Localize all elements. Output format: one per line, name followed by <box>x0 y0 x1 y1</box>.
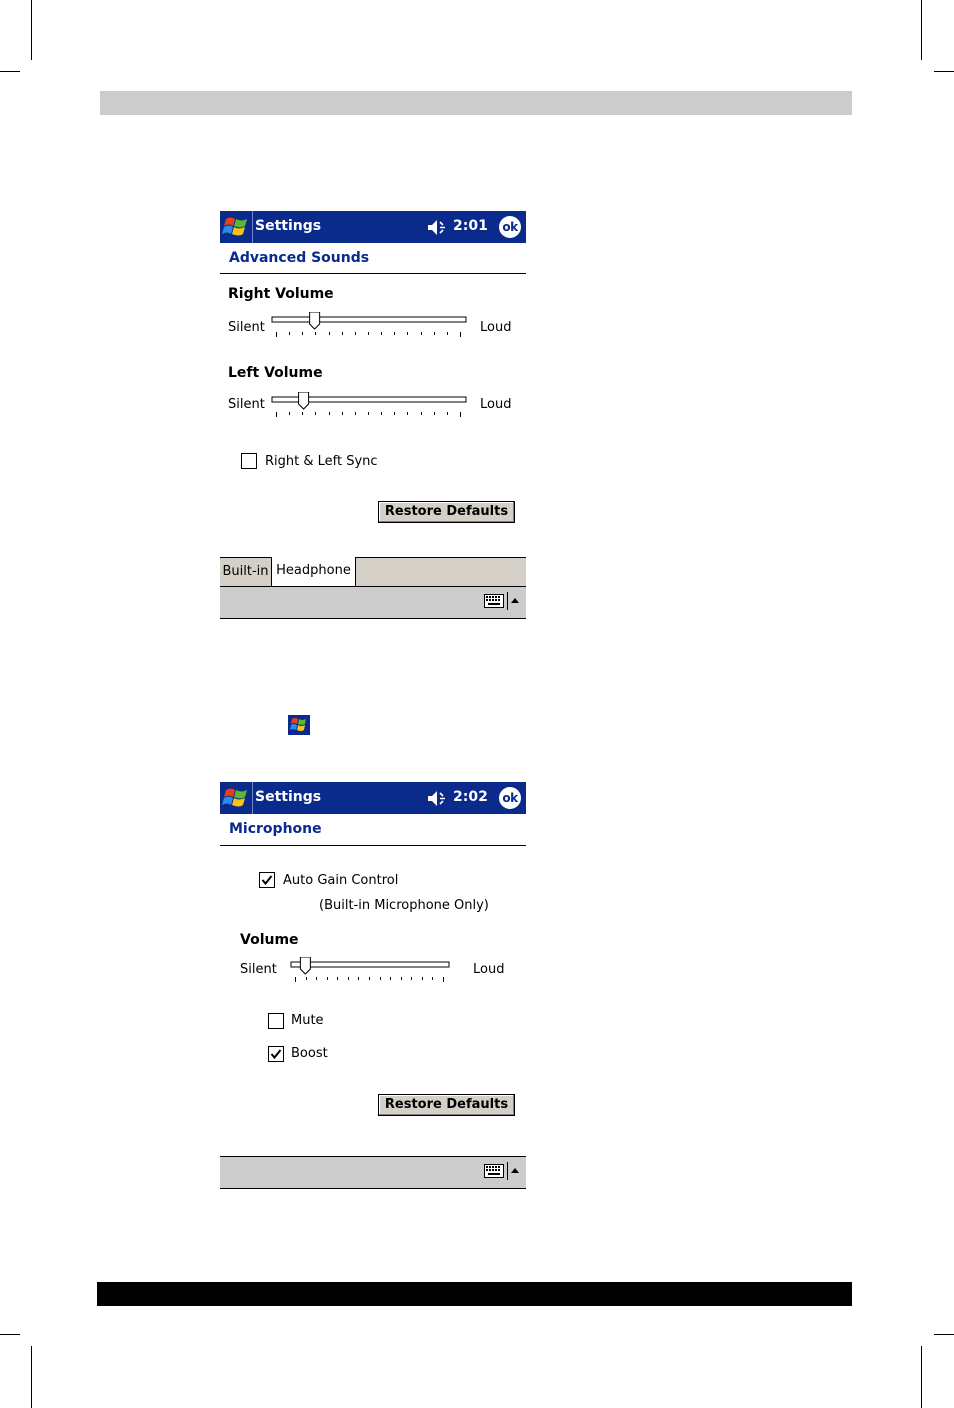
section-divider <box>220 845 526 846</box>
speaker-muted-icon[interactable] <box>427 219 449 236</box>
tab-built-in[interactable]: Built-in <box>220 558 272 586</box>
tab-headphone[interactable]: Headphone <box>272 557 356 587</box>
keyboard-icon[interactable] <box>484 594 504 608</box>
crop-mark <box>0 71 20 72</box>
windows-flag-icon[interactable] <box>221 784 251 812</box>
crop-mark <box>934 71 954 72</box>
crop-mark <box>31 1346 32 1408</box>
restore-defaults-button[interactable]: Restore Defaults <box>378 1094 515 1116</box>
auto-gain-control-checkbox[interactable] <box>259 872 275 888</box>
right-volume-min-label: Silent <box>228 320 265 335</box>
left-volume-label: Left Volume <box>228 365 323 381</box>
up-arrow-icon[interactable] <box>507 1162 522 1180</box>
right-volume-label: Right Volume <box>228 286 334 302</box>
mute-checkbox[interactable] <box>268 1013 284 1029</box>
boost-label: Boost <box>291 1046 328 1061</box>
crop-mark <box>921 1346 922 1408</box>
left-volume-min-label: Silent <box>228 397 265 412</box>
sync-checkbox[interactable] <box>241 453 257 469</box>
slider-track <box>272 317 466 322</box>
slider-thumb[interactable] <box>300 957 310 974</box>
page-header-bar <box>100 91 852 115</box>
checkmark-icon <box>261 874 273 886</box>
crop-mark <box>921 0 922 60</box>
right-volume-max-label: Loud <box>480 320 512 335</box>
advanced-sounds-screen <box>220 211 526 619</box>
navigation-bar <box>220 782 526 814</box>
auto-gain-control-note: (Built-in Microphone Only) <box>319 898 489 913</box>
volume-label: Volume <box>240 932 299 948</box>
ok-button[interactable]: ok <box>499 216 521 238</box>
clock[interactable]: 2:02 <box>453 789 488 805</box>
crop-mark <box>0 1334 20 1335</box>
menu-bar <box>220 586 526 619</box>
mute-label: Mute <box>291 1013 324 1028</box>
section-divider <box>220 273 526 274</box>
boost-checkbox[interactable] <box>268 1046 284 1062</box>
app-title: Settings <box>255 218 322 234</box>
slider-thumb[interactable] <box>299 392 309 409</box>
section-title: Microphone <box>229 821 322 837</box>
title-separator <box>252 782 253 814</box>
windows-flag-icon[interactable] <box>221 213 251 241</box>
auto-gain-control-label: Auto Gain Control <box>283 873 399 888</box>
microphone-screen <box>220 782 526 1189</box>
page-footer-bar <box>97 1282 852 1306</box>
app-title: Settings <box>255 789 322 805</box>
volume-slider[interactable] <box>289 957 453 989</box>
crop-mark <box>31 0 32 60</box>
title-separator <box>252 211 253 243</box>
ok-button[interactable]: ok <box>499 787 521 809</box>
tab-bar <box>220 557 526 586</box>
slider-track <box>291 962 449 967</box>
section-title: Advanced Sounds <box>229 250 370 266</box>
sync-label: Right & Left Sync <box>265 454 378 469</box>
left-volume-max-label: Loud <box>480 397 512 412</box>
up-arrow-icon[interactable] <box>507 592 522 610</box>
volume-max-label: Loud <box>473 962 505 977</box>
left-volume-slider[interactable] <box>270 392 470 424</box>
windows-flag-icon <box>288 715 310 735</box>
checkmark-icon <box>270 1048 282 1060</box>
slider-thumb[interactable] <box>310 312 320 329</box>
crop-mark <box>934 1334 954 1335</box>
speaker-muted-icon[interactable] <box>427 790 449 807</box>
clock[interactable]: 2:01 <box>453 218 488 234</box>
right-volume-slider[interactable] <box>270 312 470 344</box>
navigation-bar <box>220 211 526 243</box>
menu-bar <box>220 1156 526 1189</box>
restore-defaults-button[interactable]: Restore Defaults <box>378 501 515 523</box>
keyboard-icon[interactable] <box>484 1164 504 1178</box>
volume-min-label: Silent <box>240 962 277 977</box>
